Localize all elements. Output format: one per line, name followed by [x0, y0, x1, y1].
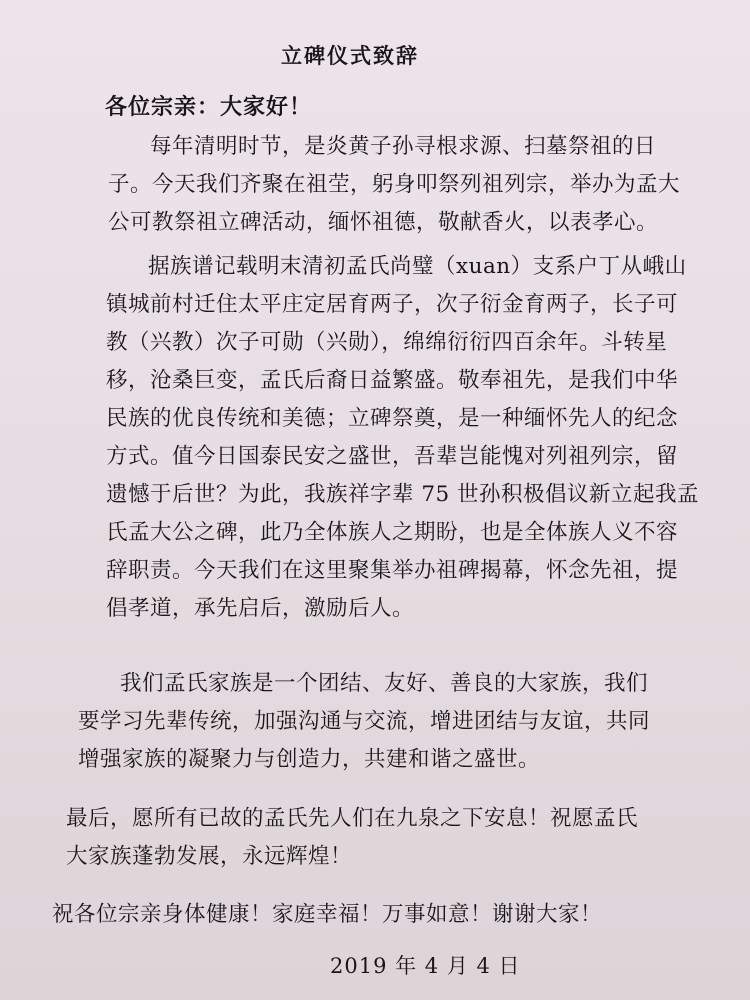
- paragraph-2-continued: [106, 286, 699, 628]
- paragraph-4: [66, 800, 638, 876]
- paragraph-2: [148, 248, 687, 286]
- paragraph-line: 镇城前村迁住太平庄定居育两子，次子衍金育两子，长子可: [106, 292, 679, 317]
- paragraph-line: 民族的优良传统和美德；立碑祭奠，是一种缅怀先人的纪念: [106, 406, 679, 431]
- paragraph-line: 每年清明时节，是炎黄子孙寻根求源、扫墓祭祖的日: [150, 134, 657, 159]
- paragraph-line: 氏孟大公之碑，此乃全体族人之期盼，也是全体族人义不容: [106, 520, 679, 545]
- paragraph-line: 要学习先辈传统，加强沟通与交流，增进团结与友谊，共同: [78, 709, 651, 734]
- paragraph-line: 遗憾于后世？为此，我族祥字辈 75 世孙积极倡议新立起我孟: [106, 482, 700, 507]
- paragraph-line: 祝各位宗亲身体健康！家庭幸福！万事如意！谢谢大家！: [52, 902, 603, 927]
- paragraph-line: 倡孝道，承先启后，激励后人。: [106, 596, 415, 621]
- paragraph-5: [52, 896, 602, 934]
- paragraph-line: 我们孟氏家族是一个团结、友好、善良的大家族，我们: [120, 671, 649, 696]
- paragraph-line: 据族谱记载明末清初孟氏尚璧（xuan）支系户丁从峨山: [148, 254, 687, 279]
- document-title: 立碑仪式致辞: [281, 43, 419, 68]
- paragraph-line: 教（兴教）次子可勋（兴勋），绵绵衍衍四百余年。斗转星: [106, 330, 668, 355]
- paragraph-1-continued: [108, 166, 680, 242]
- paragraph-line: 大家族蓬勃发展，永远辉煌！: [66, 844, 353, 869]
- document-date: 2019 年 4 月 4 日: [330, 954, 521, 978]
- paragraph-line: 辞职责。今天我们在这里聚集举办祖碑揭幕，怀念先祖，提: [106, 558, 679, 583]
- paragraph-1: [150, 128, 656, 166]
- paragraph-line: 子。今天我们齐聚在祖茔，躬身叩祭列祖列宗，举办为孟大: [108, 172, 681, 197]
- greeting: 各位宗亲：大家好！: [105, 94, 313, 120]
- paragraph-3: [120, 665, 648, 703]
- paragraph-line: 方式。值今日国泰民安之盛世，吾辈岂能愧对列祖列宗，留: [106, 444, 679, 469]
- paragraph-line: 移，沧桑巨变，孟氏后裔日益繁盛。敬奉祖先，是我们中华: [106, 368, 679, 393]
- paragraph-line: 最后，愿所有已故的孟氏先人们在九泉之下安息！祝愿孟氏: [66, 806, 639, 831]
- paragraph-3-continued: [78, 703, 650, 779]
- paragraph-line: 增强家族的凝聚力与创造力，共建和谐之盛世。: [78, 747, 541, 772]
- paragraph-line: 公可教祭祖立碑活动，缅怀祖德，敬献香火，以表孝心。: [108, 210, 659, 235]
